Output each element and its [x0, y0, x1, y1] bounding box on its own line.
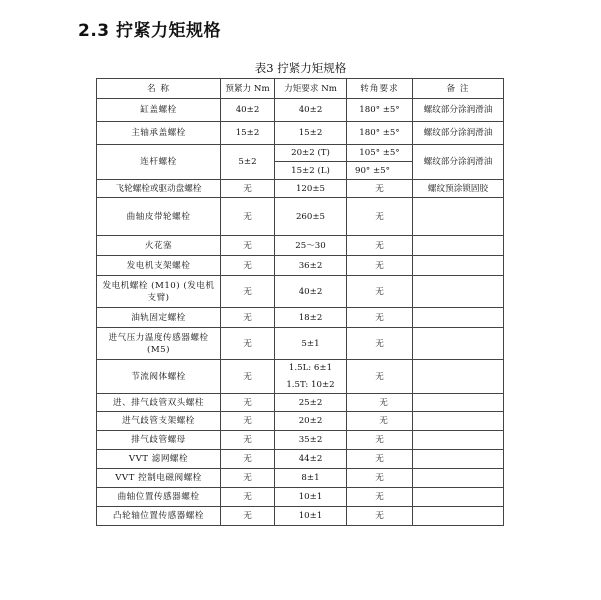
cell-torque: 260±5: [275, 198, 347, 236]
cell-angle: 无: [347, 256, 413, 276]
cell-note: 螺纹部分涂润滑油: [413, 99, 504, 122]
cell-name: 曲轴皮带轮螺栓: [97, 198, 221, 236]
cell-pre-torque: 无: [221, 236, 275, 256]
cell-pre-torque: 无: [221, 198, 275, 236]
cell-torque: 15±2: [275, 122, 347, 145]
cell-pre-torque: 无: [221, 412, 275, 431]
cell-pre-torque: 无: [221, 450, 275, 469]
cell-torque: 5±1: [275, 328, 347, 360]
cell-name: 凸轮轴位置传感器螺栓: [97, 507, 221, 526]
col-header-note: 备 注: [413, 79, 504, 99]
cell-pre-torque: 无: [221, 394, 275, 412]
cell-note: 螺纹预涂锁固胶: [413, 180, 504, 198]
col-header-pre-torque: 预紧力 Nm: [221, 79, 275, 99]
cell-angle-secondary: 90° ±5°: [347, 162, 413, 180]
cell-angle: 无: [347, 276, 413, 308]
cell-torque: 8±1: [275, 469, 347, 488]
table-caption: 表3 拧紧力矩规格: [254, 61, 347, 75]
cell-angle: 无: [347, 180, 413, 198]
table-row: [97, 122, 504, 145]
cell-note: [413, 450, 504, 469]
cell-pre-torque: 无: [221, 308, 275, 328]
cell-pre-torque: 无: [221, 507, 275, 526]
table-row: [97, 180, 504, 198]
cell-pre-torque: 无: [221, 328, 275, 360]
table-row: [97, 256, 504, 276]
table-row: [97, 431, 504, 450]
cell-name: 发电机支架螺栓: [97, 256, 221, 276]
cell-name: VVT 滤网螺栓: [97, 450, 221, 469]
cell-note: [413, 488, 504, 507]
cell-note: [413, 431, 504, 450]
table-row: [97, 328, 504, 360]
cell-name: 主轴承盖螺栓: [97, 122, 221, 145]
cell-torque: 36±2: [275, 256, 347, 276]
cell-pre-torque: 无: [221, 360, 275, 394]
cell-name: 油轨固定螺栓: [97, 308, 221, 328]
cell-note: [413, 469, 504, 488]
cell-torque: 10±1: [275, 488, 347, 507]
table-row: [97, 145, 504, 162]
cell-torque: 25±2: [275, 394, 347, 412]
cell-torque: 1.5L: 6±1: [275, 360, 347, 377]
cell-angle: 无: [347, 360, 413, 394]
cell-torque: 40±2: [275, 99, 347, 122]
cell-angle: 无: [347, 328, 413, 360]
cell-name: 进气歧管支架螺栓: [97, 412, 221, 431]
cell-name: 曲轴位置传感器螺栓: [97, 488, 221, 507]
cell-note: [413, 328, 504, 360]
col-header-name: 名 称: [97, 79, 221, 99]
table-row: [97, 394, 504, 412]
cell-torque: 18±2: [275, 308, 347, 328]
table-row: [97, 507, 504, 526]
cell-torque: 20±2 (T): [275, 145, 347, 162]
section-heading: 2.3 拧紧力矩规格: [78, 21, 222, 41]
cell-torque: 44±2: [275, 450, 347, 469]
cell-angle: 无: [347, 431, 413, 450]
cell-name: 节流阀体螺栓: [97, 360, 221, 394]
table-row: [97, 360, 504, 377]
torque-spec-table: [96, 78, 504, 526]
cell-note: [413, 412, 504, 431]
cell-name: VVT 控制电磁阀螺栓: [97, 469, 221, 488]
cell-angle: 无: [347, 412, 413, 431]
cell-name: 缸盖螺栓: [97, 99, 221, 122]
cell-name: 排气歧管螺母: [97, 431, 221, 450]
col-header-torque: 力矩要求 Nm: [275, 79, 347, 99]
cell-pre-torque: 无: [221, 469, 275, 488]
cell-pre-torque: 40±2: [221, 99, 275, 122]
cell-angle: 无: [347, 488, 413, 507]
cell-torque: 20±2: [275, 412, 347, 431]
table-row: [97, 469, 504, 488]
cell-name: 进气压力温度传感器螺栓 (M5): [97, 328, 221, 360]
col-header-angle: 转角要求: [347, 79, 413, 99]
cell-name: 进、排气歧管双头螺柱: [97, 394, 221, 412]
cell-pre-torque: 无: [221, 488, 275, 507]
table-row: [97, 276, 504, 308]
cell-angle: 无: [347, 394, 413, 412]
cell-pre-torque: 无: [221, 276, 275, 308]
cell-note: 螺纹部分涂润滑油: [413, 145, 504, 180]
cell-angle: 无: [347, 236, 413, 256]
cell-torque-secondary: 1.5T: 10±2: [275, 377, 347, 394]
cell-note: 螺纹部分涂润滑油: [413, 122, 504, 145]
cell-pre-torque: 无: [221, 180, 275, 198]
table-header-row: [97, 79, 504, 99]
cell-torque: 35±2: [275, 431, 347, 450]
table-row: [97, 412, 504, 431]
cell-name: 飞轮螺栓或驱动盘螺栓: [97, 180, 221, 198]
cell-pre-torque: 无: [221, 256, 275, 276]
table-row: [97, 488, 504, 507]
cell-note: [413, 236, 504, 256]
table-row: [97, 99, 504, 122]
cell-torque: 120±5: [275, 180, 347, 198]
table-row: [97, 198, 504, 236]
cell-pre-torque: 15±2: [221, 122, 275, 145]
cell-angle: 无: [347, 198, 413, 236]
cell-name: 连杆螺栓: [97, 145, 221, 180]
cell-note: [413, 276, 504, 308]
table-row: [97, 308, 504, 328]
cell-torque: 10±1: [275, 507, 347, 526]
cell-note: [413, 360, 504, 394]
table-row: [97, 450, 504, 469]
cell-angle: 180° ±5°: [347, 99, 413, 122]
cell-angle: 105° ±5°: [347, 145, 413, 162]
cell-note: [413, 507, 504, 526]
cell-note: [413, 198, 504, 236]
cell-angle: 无: [347, 450, 413, 469]
cell-name: 发电机螺栓 (M10) (发电机支臂): [97, 276, 221, 308]
cell-angle: 180° ±5°: [347, 122, 413, 145]
cell-note: [413, 394, 504, 412]
table-row: [97, 236, 504, 256]
cell-angle: 无: [347, 308, 413, 328]
cell-angle: 无: [347, 507, 413, 526]
cell-name: 火花塞: [97, 236, 221, 256]
cell-torque: 25～30: [275, 236, 347, 256]
cell-pre-torque: 无: [221, 431, 275, 450]
cell-torque-secondary: 15±2 (L): [275, 162, 347, 180]
cell-torque: 40±2: [275, 276, 347, 308]
cell-note: [413, 256, 504, 276]
cell-angle: 无: [347, 469, 413, 488]
cell-note: [413, 308, 504, 328]
cell-pre-torque: 5±2: [221, 145, 275, 180]
